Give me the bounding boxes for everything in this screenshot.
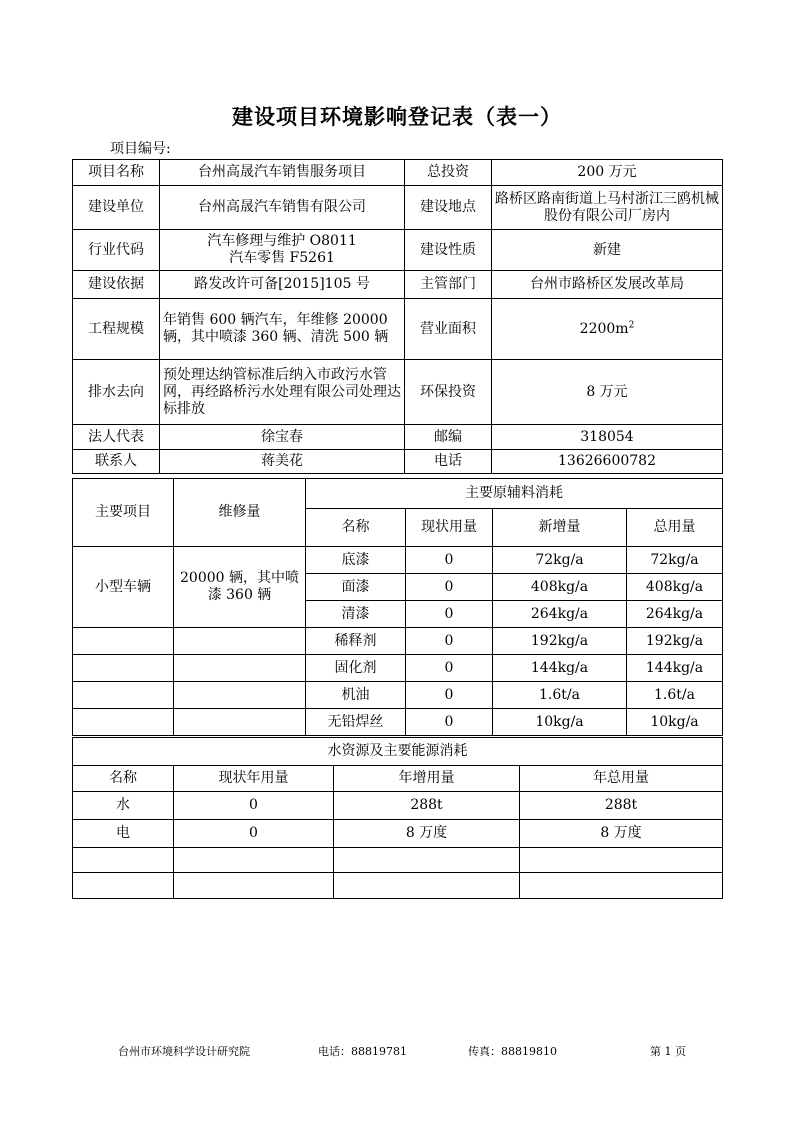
material-total: 144kg/a bbox=[627, 655, 723, 682]
industry-value bbox=[160, 230, 405, 271]
resource-name: 水 bbox=[73, 792, 174, 820]
contact-label: 联系人 bbox=[73, 450, 160, 474]
water-name-header: 名称 bbox=[73, 766, 174, 792]
materials-table bbox=[72, 478, 723, 736]
resource-new: 8 万度 bbox=[334, 820, 520, 848]
material-current: 0 bbox=[406, 601, 493, 628]
env-invest-value: 8 万元 bbox=[492, 360, 723, 425]
location-value: 路桥区路南街道上马村浙江三鸥机械股份有限公司厂房内 bbox=[492, 186, 723, 230]
material-name: 清漆 bbox=[306, 601, 406, 628]
material-new: 264kg/a bbox=[493, 601, 627, 628]
empty-cell bbox=[520, 873, 723, 899]
industry-line-1: 汽车修理与维护 O8011 bbox=[207, 233, 357, 249]
resource-current: 0 bbox=[174, 820, 334, 848]
legal-value: 徐宝春 bbox=[160, 425, 405, 450]
material-total-header: 总用量 bbox=[627, 509, 723, 547]
empty-cell bbox=[334, 873, 520, 899]
scale-value: 年销售 600 辆汽车，年维修 20000 辆，其中喷漆 360 辆、清洗 500 辆 bbox=[160, 299, 405, 360]
material-total: 408kg/a bbox=[627, 574, 723, 601]
env-invest-label: 环保投资 bbox=[405, 360, 492, 425]
unit-label: 建设单位 bbox=[73, 186, 160, 230]
footer-tel: 电话：88819781 bbox=[318, 1045, 407, 1058]
material-new: 192kg/a bbox=[493, 628, 627, 655]
material-total: 192kg/a bbox=[627, 628, 723, 655]
water-new-header: 年增用量 bbox=[334, 766, 520, 792]
footer-fax: 传真：88819810 bbox=[468, 1045, 557, 1058]
empty-cell bbox=[73, 709, 174, 736]
dept-value: 台州市路桥区发展改革局 bbox=[492, 271, 723, 299]
empty-cell bbox=[174, 682, 306, 709]
material-total: 10kg/a bbox=[627, 709, 723, 736]
material-name: 固化剂 bbox=[306, 655, 406, 682]
drain-value: 预处理达纳管标准后纳入市政污水管网，再经路桥污水处理有限公司处理达标排放 bbox=[160, 360, 405, 425]
main-item-header: 主要项目 bbox=[73, 479, 174, 547]
water-energy-table bbox=[72, 737, 723, 899]
dept-label: 主管部门 bbox=[405, 271, 492, 299]
material-current: 0 bbox=[406, 628, 493, 655]
empty-cell bbox=[73, 682, 174, 709]
area-number: 2200m bbox=[579, 320, 629, 337]
empty-cell bbox=[520, 848, 723, 873]
project-name-value: 台州高晟汽车销售服务项目 bbox=[160, 160, 405, 186]
project-number-label: 项目编号: bbox=[110, 141, 171, 157]
empty-cell bbox=[174, 848, 334, 873]
area-value bbox=[492, 299, 723, 360]
phone-label: 电话 bbox=[405, 450, 492, 474]
material-name: 面漆 bbox=[306, 574, 406, 601]
location-label: 建设地点 bbox=[405, 186, 492, 230]
phone-value: 13626600782 bbox=[492, 450, 723, 474]
material-name: 稀释剂 bbox=[306, 628, 406, 655]
material-total: 72kg/a bbox=[627, 547, 723, 574]
materials-section-header: 主要原辅料消耗 bbox=[306, 479, 723, 509]
empty-cell bbox=[73, 628, 174, 655]
basis-label: 建设依据 bbox=[73, 271, 160, 299]
nature-label: 建设性质 bbox=[405, 230, 492, 271]
water-total-header: 年总用量 bbox=[520, 766, 723, 792]
water-section-header: 水资源及主要能源消耗 bbox=[73, 738, 723, 766]
industry-line-2: 汽车零售 F5261 bbox=[229, 250, 335, 266]
empty-cell bbox=[334, 848, 520, 873]
material-current: 0 bbox=[406, 682, 493, 709]
material-new: 408kg/a bbox=[493, 574, 627, 601]
empty-cell bbox=[73, 848, 174, 873]
repair-header: 维修量 bbox=[174, 479, 306, 547]
material-current: 0 bbox=[406, 547, 493, 574]
total-invest-value: 200 万元 bbox=[492, 160, 723, 186]
legal-label: 法人代表 bbox=[73, 425, 160, 450]
basis-value: 路发改许可备[2015]105 号 bbox=[160, 271, 405, 299]
resource-total: 288t bbox=[520, 792, 723, 820]
material-total: 264kg/a bbox=[627, 601, 723, 628]
footer-page: 第 1 页 bbox=[650, 1045, 686, 1058]
drain-label: 排水去向 bbox=[73, 360, 160, 425]
material-total: 1.6t/a bbox=[627, 682, 723, 709]
resource-name: 电 bbox=[73, 820, 174, 848]
material-name-header: 名称 bbox=[306, 509, 406, 547]
area-unit-superscript: 2 bbox=[628, 319, 635, 330]
water-current-header: 现状年用量 bbox=[174, 766, 334, 792]
material-new: 10kg/a bbox=[493, 709, 627, 736]
empty-cell bbox=[73, 873, 174, 899]
scale-label: 工程规模 bbox=[73, 299, 160, 360]
industry-label: 行业代码 bbox=[73, 230, 160, 271]
resource-current: 0 bbox=[174, 792, 334, 820]
project-name-label: 项目名称 bbox=[73, 160, 160, 186]
material-new: 1.6t/a bbox=[493, 682, 627, 709]
postcode-value: 318054 bbox=[492, 425, 723, 450]
unit-value: 台州高晟汽车销售有限公司 bbox=[160, 186, 405, 230]
empty-cell bbox=[174, 628, 306, 655]
contact-value: 蒋美花 bbox=[160, 450, 405, 474]
material-name: 无铅焊丝 bbox=[306, 709, 406, 736]
material-name: 机油 bbox=[306, 682, 406, 709]
material-new: 144kg/a bbox=[493, 655, 627, 682]
material-name: 底漆 bbox=[306, 547, 406, 574]
vehicle-type: 小型车辆 bbox=[73, 547, 174, 628]
resource-new: 288t bbox=[334, 792, 520, 820]
empty-cell bbox=[73, 655, 174, 682]
resource-total: 8 万度 bbox=[520, 820, 723, 848]
material-new: 72kg/a bbox=[493, 547, 627, 574]
nature-value: 新建 bbox=[492, 230, 723, 271]
document-title: 建设项目环境影响登记表（表一） bbox=[232, 104, 562, 129]
material-new-header: 新增量 bbox=[493, 509, 627, 547]
empty-cell bbox=[174, 655, 306, 682]
basic-info-table bbox=[72, 159, 723, 474]
material-current: 0 bbox=[406, 709, 493, 736]
area-label: 营业面积 bbox=[405, 299, 492, 360]
material-current: 0 bbox=[406, 655, 493, 682]
repair-quantity: 20000 辆，其中喷漆 360 辆 bbox=[174, 547, 306, 628]
empty-cell bbox=[174, 709, 306, 736]
material-current-header: 现状用量 bbox=[406, 509, 493, 547]
footer-org: 台州市环境科学设计研究院 bbox=[118, 1045, 250, 1058]
total-invest-label: 总投资 bbox=[405, 160, 492, 186]
material-current: 0 bbox=[406, 574, 493, 601]
empty-cell bbox=[174, 873, 334, 899]
postcode-label: 邮编 bbox=[405, 425, 492, 450]
